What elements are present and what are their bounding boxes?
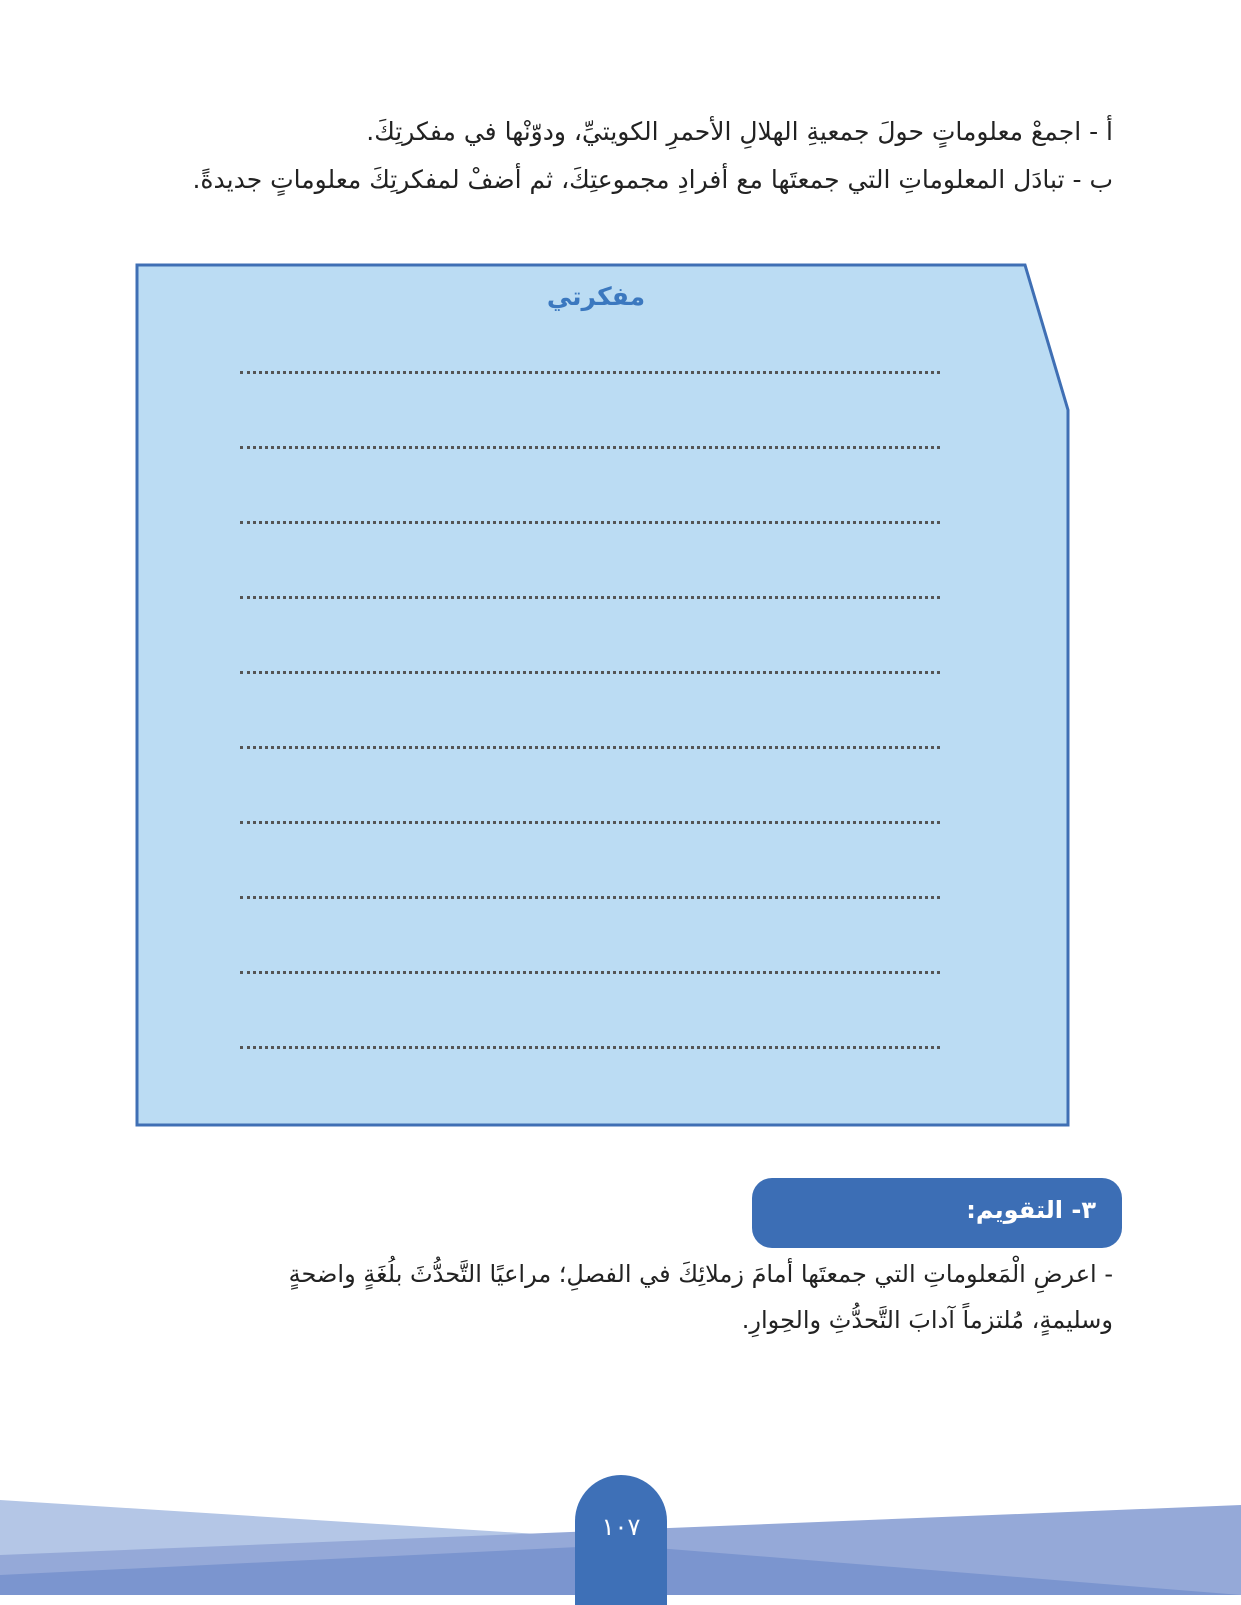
writing-line-6[interactable]	[240, 746, 940, 749]
instruction-b: ب - تبادَل المعلوماتِ التي جمعتَها مع أفرادِ مجموعتِكَ، ثم أضفْ لمفكرتِكَ معلوماتٍ جديدةً.	[192, 165, 1113, 194]
writing-line-4[interactable]	[240, 596, 940, 599]
writing-line-10[interactable]	[240, 1046, 940, 1049]
evaluation-text-line-2: وسليمةٍ، مُلتزماً آدابَ التَّحدُّثِ والحِوارِ.	[741, 1306, 1113, 1334]
writing-line-5[interactable]	[240, 671, 940, 674]
notebook-background	[137, 265, 1068, 1125]
writing-line-2[interactable]	[240, 446, 940, 449]
writing-line-7[interactable]	[240, 821, 940, 824]
writing-line-9[interactable]	[240, 971, 940, 974]
notebook-title: مفكرتي	[546, 282, 646, 311]
page-number: ١٠٧	[601, 1513, 641, 1541]
writing-line-3[interactable]	[240, 521, 940, 524]
instruction-a: أ - اجمعْ معلوماتٍ حولَ جمعيةِ الهلالِ الأحمرِ الكويتيِّ، ودوّنْها في مفكرتِكَ.	[366, 117, 1113, 146]
evaluation-text-line-1: - اعرضِ الْمَعلوماتِ التي جمعتَها أمامَ زملائِكَ في الفصلِ؛ مراعيًا التَّحدُّثَ بلُغَةٍ واضحةٍ	[288, 1260, 1113, 1288]
writing-line-1[interactable]	[240, 371, 940, 374]
evaluation-heading-tab	[752, 1178, 1122, 1248]
evaluation-heading: ٣- التقويم:	[966, 1196, 1096, 1224]
page-number-badge	[575, 1475, 667, 1605]
writing-line-8[interactable]	[240, 896, 940, 899]
